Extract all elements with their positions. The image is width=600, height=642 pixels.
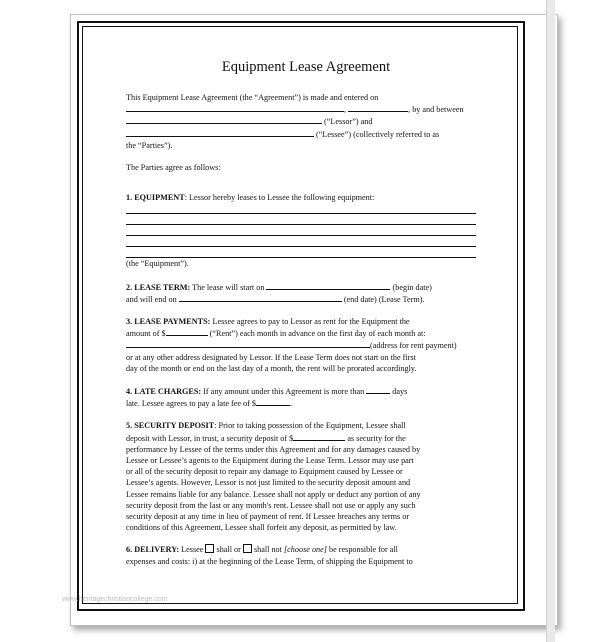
end-date-blank[interactable]	[179, 293, 342, 302]
deposit-line: security deposit at any time in lieu of payment of rent. If Lessee breaches any terms or	[126, 512, 410, 522]
equipment-line[interactable]	[126, 214, 476, 225]
intro-line-2: , , by and between	[126, 103, 476, 115]
equipment-line[interactable]	[126, 247, 476, 258]
late-fee-blank[interactable]	[256, 397, 290, 406]
section-lease-term: 2. LEASE TERM: The lease will start on (begin date)	[126, 282, 432, 292]
deposit-line: Lessee remains liable for any balance. Lessee shall not apply or deduct any portion of any	[126, 489, 421, 499]
deposit-amount-blank[interactable]	[293, 432, 345, 441]
section-security-deposit: 5. SECURITY DEPOSIT: Prior to taking possession of the Equipment, Lessee shall	[126, 421, 406, 431]
intro-line-1: This Equipment Lease Agreement (the “Agreement”) is made and entered on	[126, 93, 379, 102]
rent-address-blank[interactable]	[126, 339, 370, 348]
deposit-line: Lessee’s agents. However, Lessor is not just limited to the security deposit amount and	[126, 478, 411, 488]
section-delivery: 6. DELIVERY: Lessee shall or shall not [choose one] be responsible for all	[126, 545, 398, 555]
payments-line-3: (address for rent payment)	[126, 339, 476, 351]
lessee-blank[interactable]	[126, 128, 314, 137]
payments-line-5: day of the month or end on the last day of a month, the rent will be prorated accordingly.	[126, 363, 417, 373]
intro-line-3: (“Lessor”) and	[126, 115, 476, 127]
scrollbar-track[interactable]	[546, 0, 555, 642]
intro-line-5: the “Parties”).	[126, 140, 173, 150]
lessor-blank[interactable]	[126, 115, 322, 124]
payments-line-4: or at any other address designated by Lessor. If the Lease Term does not start on the first	[126, 352, 416, 362]
rent-amount-blank[interactable]	[166, 327, 208, 336]
intro-line-4: (“Lessee”) (collectively referred to as	[126, 128, 476, 140]
date-blank[interactable]	[126, 103, 344, 112]
page-title: Equipment Lease Agreement	[221, 59, 391, 75]
equipment-line[interactable]	[126, 203, 476, 214]
section-lease-payments: 3. LEASE PAYMENTS: Lessee agrees to pay to Lessor as rent for the Equipment the	[126, 317, 410, 327]
delivery-line-2: expenses and costs: i) at the beginning of the Lease Term, of shipping the Equipment to	[126, 556, 413, 566]
equipment-line[interactable]	[126, 236, 476, 247]
section-equipment: 1. EQUIPMENT: Lessor hereby leases to Lessee the following equipment:	[126, 193, 375, 203]
lease-term-line-2: and will end on (end date) (Lease Term).	[126, 294, 425, 304]
deposit-line-2: deposit with Lessor, in trust, a security deposit of $ as security for the	[126, 433, 406, 443]
late-charges-line-2: late. Lessee agrees to pay a late fee of $ .	[126, 399, 293, 409]
payments-line-2: amount of $ (“Rent”) each month in advance on the first day of each month at:	[126, 329, 426, 339]
equipment-line[interactable]	[126, 225, 476, 236]
parties-agree: The Parties agree as follows:	[126, 163, 221, 173]
year-blank[interactable]	[348, 103, 408, 112]
document-body	[126, 58, 476, 567]
equipment-end: (the “Equipment”).	[126, 259, 189, 269]
begin-date-blank[interactable]	[266, 281, 390, 290]
deposit-line: Lessee or Lessee’s agents to the Equipment during the Lease Term. Lessor may use part	[126, 456, 414, 466]
section-late-charges: 4. LATE CHARGES: If any amount under this Agreement is more than days	[126, 387, 408, 397]
shall-not-checkbox[interactable]	[243, 544, 252, 553]
deposit-line: performance by Lessee of the terms under this Agreement and for any damages caused by	[126, 444, 421, 454]
late-days-blank[interactable]	[366, 385, 390, 394]
deposit-line: security deposit from the last or any month's rent. Lessee shall not use or apply any such	[126, 500, 416, 510]
deposit-line: conditions of this Agreement, Lessee shall forfeit any deposit, as permitted by law.	[126, 523, 397, 533]
deposit-line: or all of the security deposit to repair any damage to Equipment caused by Lessee or	[126, 467, 403, 477]
watermark: www.heritagechristiancollege.com	[62, 596, 168, 603]
